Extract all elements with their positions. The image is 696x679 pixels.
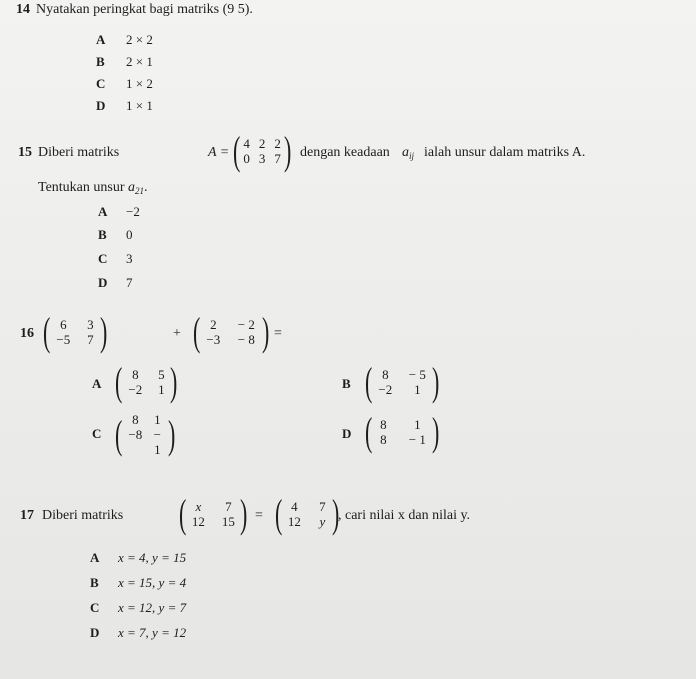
matrix-1: ( x 7 12 15 ) — [178, 491, 248, 536]
option-label: B — [98, 227, 107, 242]
option-text: 2 × 2 — [126, 32, 153, 47]
option-text: x = 4, y = 15 — [118, 550, 187, 565]
matrix-cell: 1 — [414, 382, 421, 397]
matrix-cell: 2 — [274, 136, 281, 151]
matrix-cell: 8 — [132, 412, 139, 427]
plus-sign: + — [173, 326, 181, 341]
matrix-cell: −8 — [128, 427, 143, 442]
matrix-cell: 2 — [258, 136, 266, 151]
matrix-cell: 7 — [225, 499, 232, 514]
question-text: Diberi matriks — [38, 145, 120, 160]
matrix-cell: 2 — [210, 317, 217, 332]
option-label: C — [96, 76, 106, 91]
matrix-cell: 7 — [319, 499, 326, 514]
matrix-cell: 12 — [191, 514, 205, 529]
matrix-2: ( 4 7 12 y ) — [274, 491, 340, 536]
option-label: A — [92, 376, 102, 391]
question-text: dengan keadaan — [300, 145, 390, 160]
option-text: x = 7, y = 12 — [118, 625, 187, 640]
option-text: 0 — [126, 227, 133, 242]
option-text: x = 15, y = 4 — [118, 575, 187, 590]
matrix-a: ( 4 2 2 0 3 7 ) — [232, 128, 292, 173]
matrix-cell: 1 — [154, 412, 161, 427]
option-text: x = 12, y = 7 — [118, 600, 187, 615]
matrix-cell: 8 — [380, 432, 387, 447]
option-text: 1 × 1 — [126, 98, 153, 113]
question-text: , cari nilai x dan nilai y. — [338, 508, 471, 523]
matrix-cell: 15 — [221, 514, 235, 529]
matrix-cell: − 1 — [408, 432, 426, 447]
option-matrix: ( 8 5 −2 1 ) — [114, 359, 178, 404]
question-number: 16 — [20, 326, 34, 341]
option-label: D — [342, 426, 352, 441]
option-label: C — [92, 426, 102, 441]
equals-sign: = — [274, 326, 282, 341]
option-matrix: ( 8 1 8 − 1 ) — [364, 409, 440, 454]
matrix-cell: − 1 — [153, 427, 161, 457]
matrix-cell: x — [195, 499, 202, 514]
option-text: 7 — [126, 275, 133, 290]
option-label: A — [96, 32, 106, 47]
option-label: D — [96, 98, 106, 113]
matrix-cell: 8 — [380, 417, 387, 432]
matrix-cell: −2 — [378, 382, 393, 397]
question-text: ialah unsur dalam matriks A. — [424, 145, 586, 160]
matrix-1: ( 6 3 −5 7 ) — [42, 309, 108, 354]
matrix-cell: 4 — [243, 136, 250, 151]
matrix-cell: 0 — [243, 151, 250, 166]
option-label: B — [96, 54, 105, 69]
matrix-cell: −2 — [128, 382, 143, 397]
matrix-cell: 4 — [291, 499, 298, 514]
question-number: 14 — [16, 2, 30, 17]
option-text: 3 — [126, 251, 133, 266]
matrix-cell: y — [319, 514, 326, 529]
option-label: A — [98, 204, 108, 219]
matrix-cell: 8 — [132, 367, 139, 382]
matrix-name: A = — [208, 145, 230, 160]
matrix-cell: 8 — [382, 367, 389, 382]
option-label: B — [90, 575, 99, 590]
question-number: 15 — [18, 145, 32, 160]
matrix-cell: −5 — [56, 332, 71, 347]
option-text: 1 × 2 — [126, 76, 153, 91]
element-symbol: $a_{ij}$ — [402, 145, 415, 161]
option-label: B — [342, 376, 351, 391]
matrix-cell: − 8 — [237, 332, 255, 347]
option-label: D — [90, 625, 100, 640]
option-label: D — [98, 275, 108, 290]
equals-sign: = — [255, 508, 263, 523]
matrix-cell: 1 — [414, 417, 421, 432]
matrix-cell: −3 — [206, 332, 221, 347]
matrix-cell: 7 — [87, 332, 94, 347]
option-matrix: ( 8 1 −8 − 1 ) — [114, 411, 176, 457]
option-text: 2 × 1 — [126, 54, 153, 69]
question-text: Tentukan unsur $a_{21}$. — [38, 180, 148, 196]
option-label: A — [90, 550, 100, 565]
question-text: Nyatakan peringkat bagi matriks (9 5). — [36, 2, 253, 17]
matrix-cell: 3 — [87, 317, 94, 332]
option-matrix: ( 8 − 5 −2 1 ) — [364, 359, 440, 404]
question-text: Diberi matriks — [42, 508, 124, 523]
matrix-cell: 1 — [158, 382, 165, 397]
matrix-cell: 6 — [60, 317, 67, 332]
matrix-cell: 12 — [287, 514, 301, 529]
matrix-cell: − 5 — [408, 367, 426, 382]
option-label: C — [98, 251, 108, 266]
matrix-cell: − 2 — [237, 317, 255, 332]
matrix-cell: 3 — [258, 151, 266, 166]
option-text: −2 — [126, 204, 140, 219]
matrix-cell: 7 — [274, 151, 281, 166]
question-number: 17 — [20, 508, 34, 523]
matrix-2: ( 2 − 2 −3 − 8 ) — [192, 309, 270, 354]
matrix-cell: 5 — [158, 367, 165, 382]
option-label: C — [90, 600, 100, 615]
